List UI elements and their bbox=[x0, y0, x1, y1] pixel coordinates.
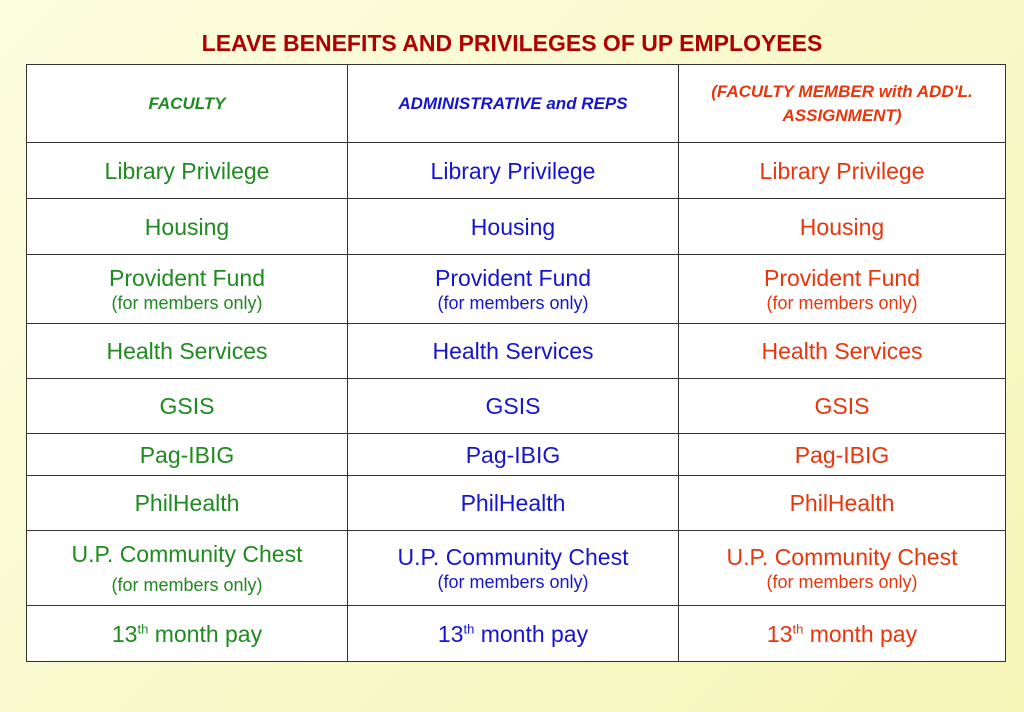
cell-faculty-addl: PhilHealth bbox=[679, 476, 1006, 531]
cell-faculty-addl: Housing bbox=[679, 199, 1006, 255]
cell-faculty-addl: 13th month pay bbox=[679, 606, 1006, 662]
cell-admin: GSIS bbox=[348, 379, 679, 434]
cell-admin: Health Services bbox=[348, 324, 679, 379]
cell-admin: Provident Fund (for members only) bbox=[348, 255, 679, 324]
table-row bbox=[27, 434, 1006, 476]
cell-faculty-addl: Library Privilege bbox=[679, 143, 1006, 199]
cell-faculty-addl: Health Services bbox=[679, 324, 1006, 379]
table-row bbox=[27, 255, 1006, 324]
cell-faculty: Health Services bbox=[27, 324, 348, 379]
cell-admin: 13th month pay bbox=[348, 606, 679, 662]
header-faculty-addl-assignment: (FACULTY MEMBER with ADD'L. ASSIGNMENT) bbox=[679, 65, 1006, 143]
cell-faculty: Provident Fund (for members only) bbox=[27, 255, 348, 324]
cell-faculty-addl: Pag-IBIG bbox=[679, 434, 1006, 476]
benefits-table bbox=[26, 64, 1006, 662]
page-title: LEAVE BENEFITS AND PRIVILEGES OF UP EMPLOYEES bbox=[201, 30, 823, 56]
table-row bbox=[27, 324, 1006, 379]
header-faculty: FACULTY bbox=[27, 65, 348, 143]
table-row bbox=[27, 476, 1006, 531]
cell-faculty: Pag-IBIG bbox=[27, 434, 348, 476]
cell-faculty: 13th month pay bbox=[27, 606, 348, 662]
table-row bbox=[27, 379, 1006, 434]
table-row bbox=[27, 143, 1006, 199]
cell-faculty-addl: U.P. Community Chest (for members only) bbox=[679, 531, 1006, 606]
cell-faculty-addl: GSIS bbox=[679, 379, 1006, 434]
table-row bbox=[27, 606, 1006, 662]
cell-admin: Housing bbox=[348, 199, 679, 255]
cell-faculty: U.P. Community Chest (for members only) bbox=[27, 531, 348, 606]
cell-faculty: Housing bbox=[27, 199, 348, 255]
cell-faculty: Library Privilege bbox=[27, 143, 348, 199]
cell-faculty: GSIS bbox=[27, 379, 348, 434]
table-row bbox=[27, 531, 1006, 606]
header-administrative: ADMINISTRATIVE and REPS bbox=[348, 65, 679, 143]
cell-faculty-addl: Provident Fund (for members only) bbox=[679, 255, 1006, 324]
cell-admin: PhilHealth bbox=[348, 476, 679, 531]
table-header-row bbox=[27, 65, 1006, 143]
cell-admin: U.P. Community Chest (for members only) bbox=[348, 531, 679, 606]
cell-admin: Pag-IBIG bbox=[348, 434, 679, 476]
table-row bbox=[27, 199, 1006, 255]
cell-faculty: PhilHealth bbox=[27, 476, 348, 531]
cell-admin: Library Privilege bbox=[348, 143, 679, 199]
